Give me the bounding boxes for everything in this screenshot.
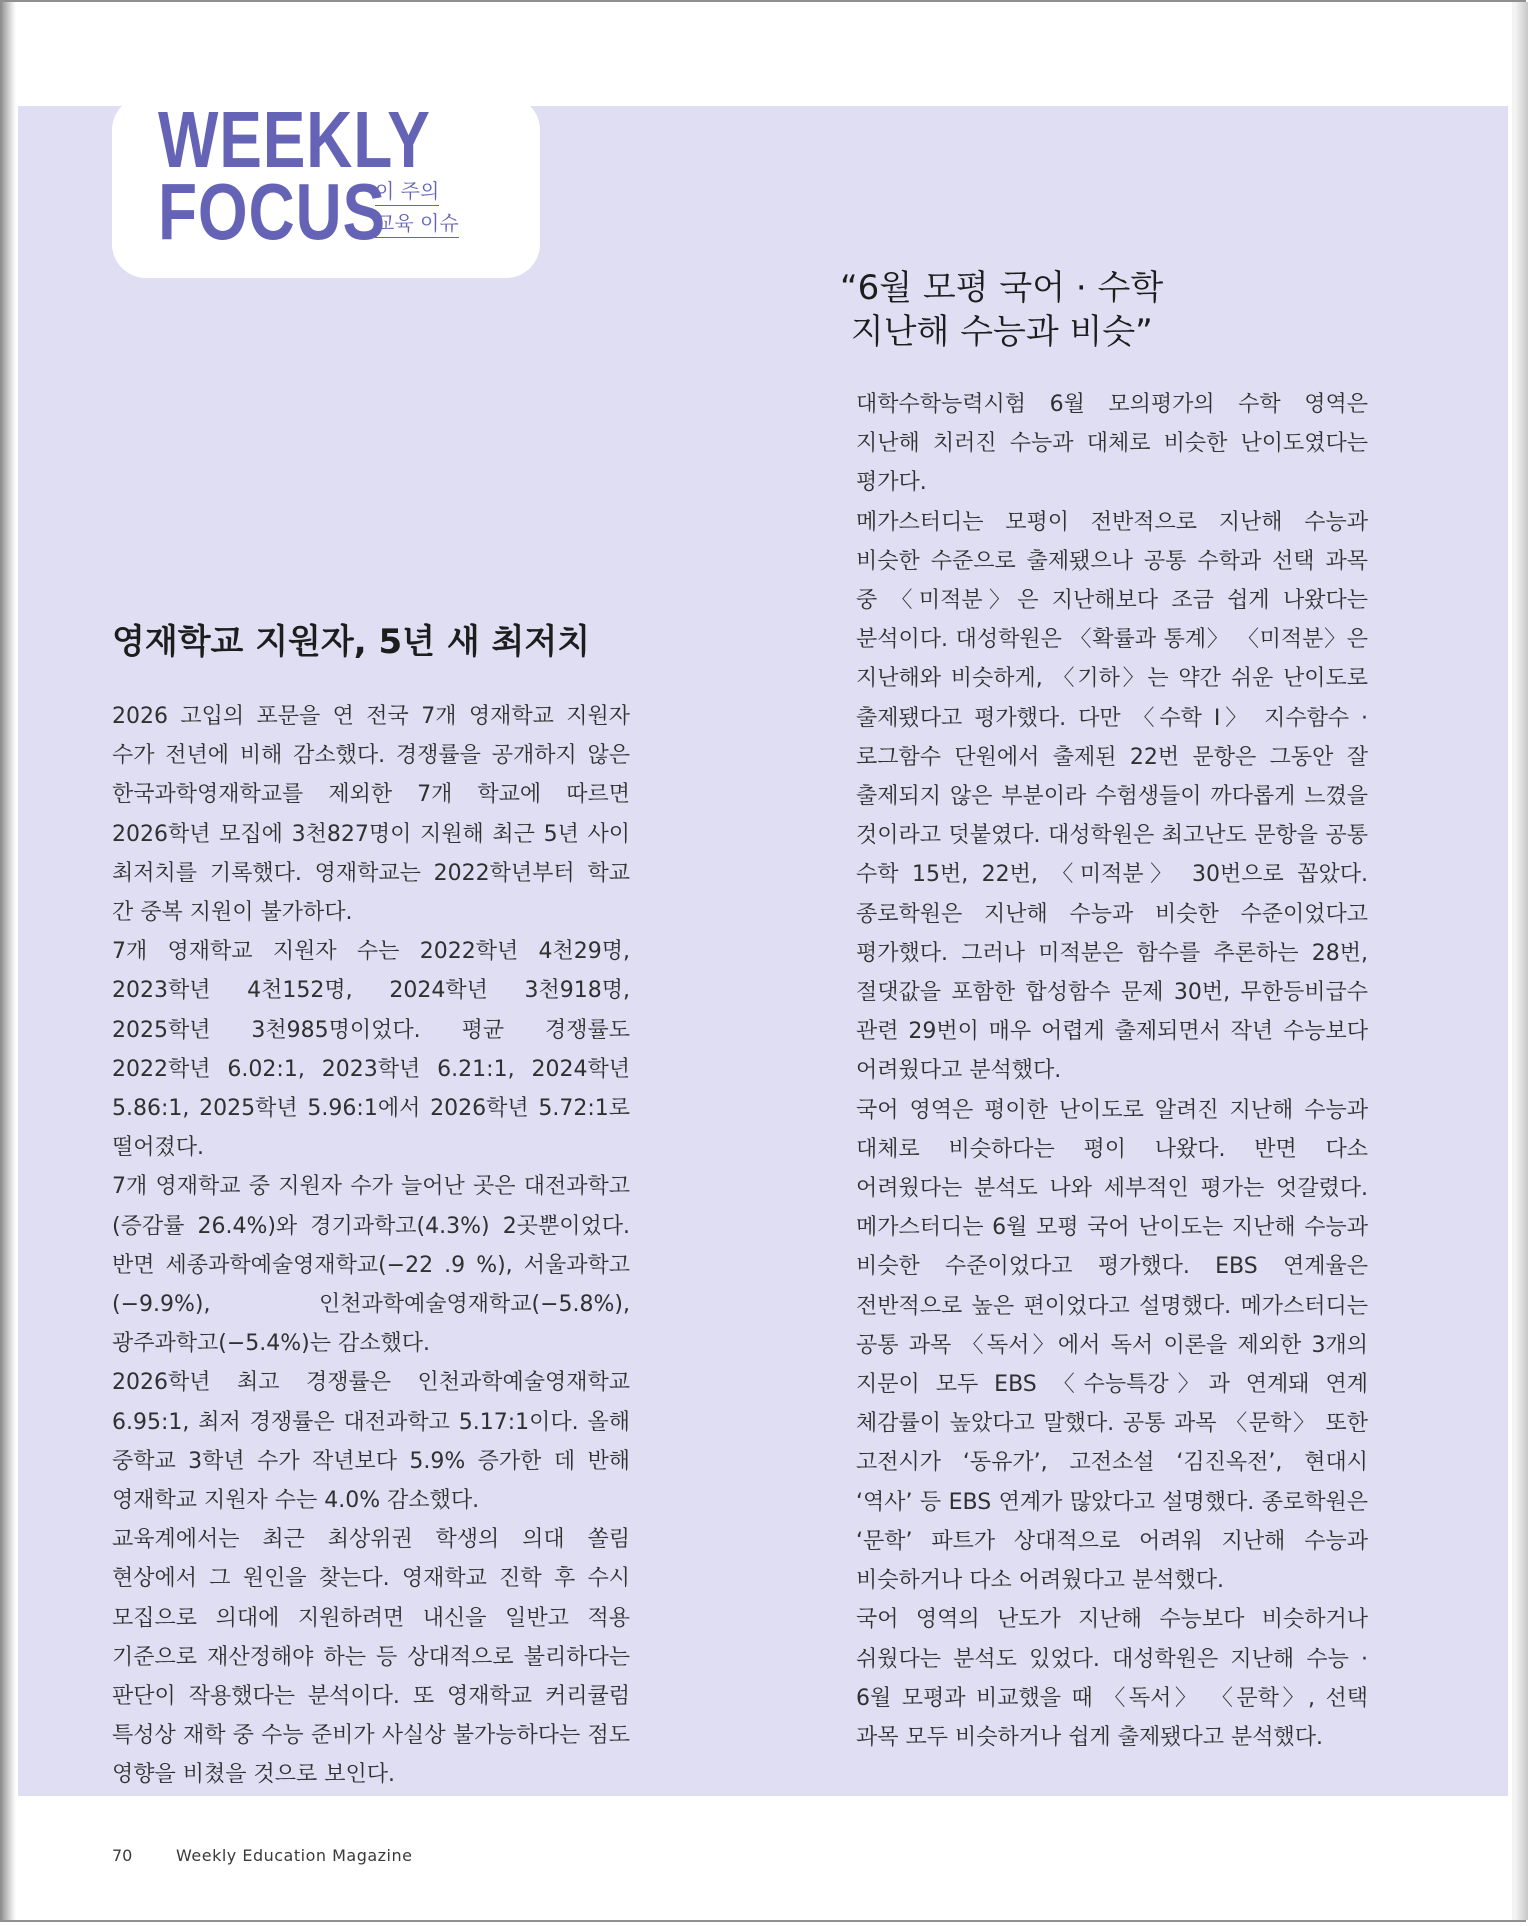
badge-subtitle-line1: 이 주의 <box>375 178 439 206</box>
left-article-body <box>112 697 630 1795</box>
right-article-body <box>856 385 1368 1757</box>
right-article-title-line2: 지난해 수능과 비슷” <box>840 312 1153 352</box>
page-number: 70 <box>112 1846 133 1865</box>
badge-title-focus: FOCUS <box>158 167 386 256</box>
left-article-paragraph: 2026 고입의 포문을 연 전국 7개 영재학교 지원자 수가 전년에 비해 감소했다. 경쟁률을 공개하지 않은 한국과학영재학교를 제외한 7개 학교에 따르면 2026학년 모집에 3천827명이 지원해 최근 5년 사이 최저치를 기록했다. 영재학교는 2022학년부터 학교 간 중복 지원이 불가하다. <box>112 704 630 926</box>
right-article-title <box>840 266 1163 354</box>
right-article-paragraph: 국어 영역의 난도가 지난해 수능보다 비슷하거나 쉬웠다는 분석도 있었다. 대성학원은 지난해 수능 · 6월 모평과 비교했을 때 〈독서〉 〈문학〉, 선택 과목 모두 비슷하거나 쉽게 출제됐다고 분석했다. <box>856 1607 1368 1750</box>
right-article-paragraph: 메가스터디는 모평이 전반적으로 지난해 수능과 비슷한 수준으로 출제됐으나 공통 수학과 선택 과목 중 〈미적분〉은 지난해보다 조금 쉽게 나왔다는 분석이다. 대성학원은 〈확률과 통계〉 〈미적분〉은 지난해와 비슷하게, 〈기하〉는 약간 쉬운 난이도로 출제됐다고 평가했다. 다만 〈수학 Ⅰ〉 지수함수 · 로그함수 단원에서 출제된 22번 문항은 그동안 잘 출제되지 않은 부분이라 수험생들이 까다롭게 느꼈을 것이라고 덧붙였다. 대성학원은 최고난도 문항을 공통 수학 15번, 22번, 〈미적분〉 30번으로 꼽았다. 종로학원은 지난해 수능과 비슷한 수준이었다고 평가했다. 그러나 미적분은 함수를 추론하는 28번, 절댓값을 포함한 합성함수 문제 30번, 무한등비급수 관련 29번이 매우 어렵게 출제되면서 작년 수능보다 어려웠다고 분석했다. <box>856 509 1368 1084</box>
left-article-paragraph: 7개 영재학교 지원자 수는 2022학년 4천29명, 2023학년 4천152명, 2024학년 3천918명, 2025학년 3천985명이었다. 평균 경쟁률도 2022학년 6.02:1, 2023학년 6.21:1, 2024학년 5.86:1, 2025학년 5.96:1에서 2026학년 5.72:1로 떨어졌다. <box>112 939 630 1161</box>
left-article-paragraph: 2026학년 최고 경쟁률은 인천과학예술영재학교 6.95:1, 최저 경쟁률은 대전과학고 5.17:1이다. 올해 중학교 3학년 수가 작년보다 5.9% 증가한 데 반해 영재학교 지원자 수는 4.0% 감소했다. <box>112 1370 630 1514</box>
badge-subtitle-line2: 교육 이슈 <box>375 210 459 238</box>
badge-title-weekly: WEEKLY <box>158 95 431 184</box>
magazine-name: Weekly Education Magazine <box>176 1846 413 1865</box>
right-article-title-line1: “6월 모평 국어 · 수학 <box>840 268 1164 308</box>
page-spine-shadow <box>2 2 16 1920</box>
left-article-title: 영재학교 지원자, 5년 새 최저치 <box>112 622 591 662</box>
left-article-paragraph: 7개 영재학교 중 지원자 수가 늘어난 곳은 대전과학고(증감률 26.4%)와 경기과학고(4.3%) 2곳뿐이었다. 반면 세종과학예술영재학교(−22 .9 %), 서울과학고(−9.9%), 인천과학예술영재학교(−5.8%), 광주과학고(−5.4%)는 감소했다. <box>112 1174 630 1357</box>
right-article-paragraph: 대학수학능력시험 6월 모의평가의 수학 영역은 지난해 치러진 수능과 대체로 비슷한 난이도였다는 평가다. <box>856 392 1368 496</box>
right-article-paragraph: 국어 영역은 평이한 난이도로 알려진 지난해 수능과 대체로 비슷하다는 평이 나왔다. 반면 다소 어려웠다는 분석도 나와 세부적인 평가는 엇갈렸다. 메가스터디는 6월 모평 국어 난이도는 지난해 수능과 비슷한 수준이었다고 평가했다. EBS 연계율은 전반적으로 높은 편이었다고 설명했다. 메가스터디는 공통 과목 〈독서〉에서 독서 이론을 제외한 3개의 지문이 모두 EBS 〈수능특강〉과 연계돼 연계 체감률이 높았다고 말했다. 공통 과목 〈문학〉 또한 고전시가 ‘동유가’, 고전소설 ‘김진옥전’, 현대시 ‘역사’ 등 EBS 연계가 많았다고 설명했다. 종로학원은 ‘문학’ 파트가 상대적으로 어려워 지난해 수능과 비슷하거나 다소 어려웠다고 분석했다. <box>856 1097 1368 1594</box>
left-article-paragraph: 교육계에서는 최근 최상위권 학생의 의대 쏠림 현상에서 그 원인을 찾는다. 영재학교 진학 후 수시 모집으로 의대에 지원하려면 내신을 일반고 적용 기준으로 재산정해야 하는 등 상대적으로 불리하다는 판단이 작용했다는 분석이다. 또 영재학교 커리큘럼 특성상 재학 중 수능 준비가 사실상 불가능하다는 점도 영향을 비쳤을 것으로 보인다. <box>112 1527 630 1788</box>
page-edge-shadow <box>1512 2 1528 1920</box>
